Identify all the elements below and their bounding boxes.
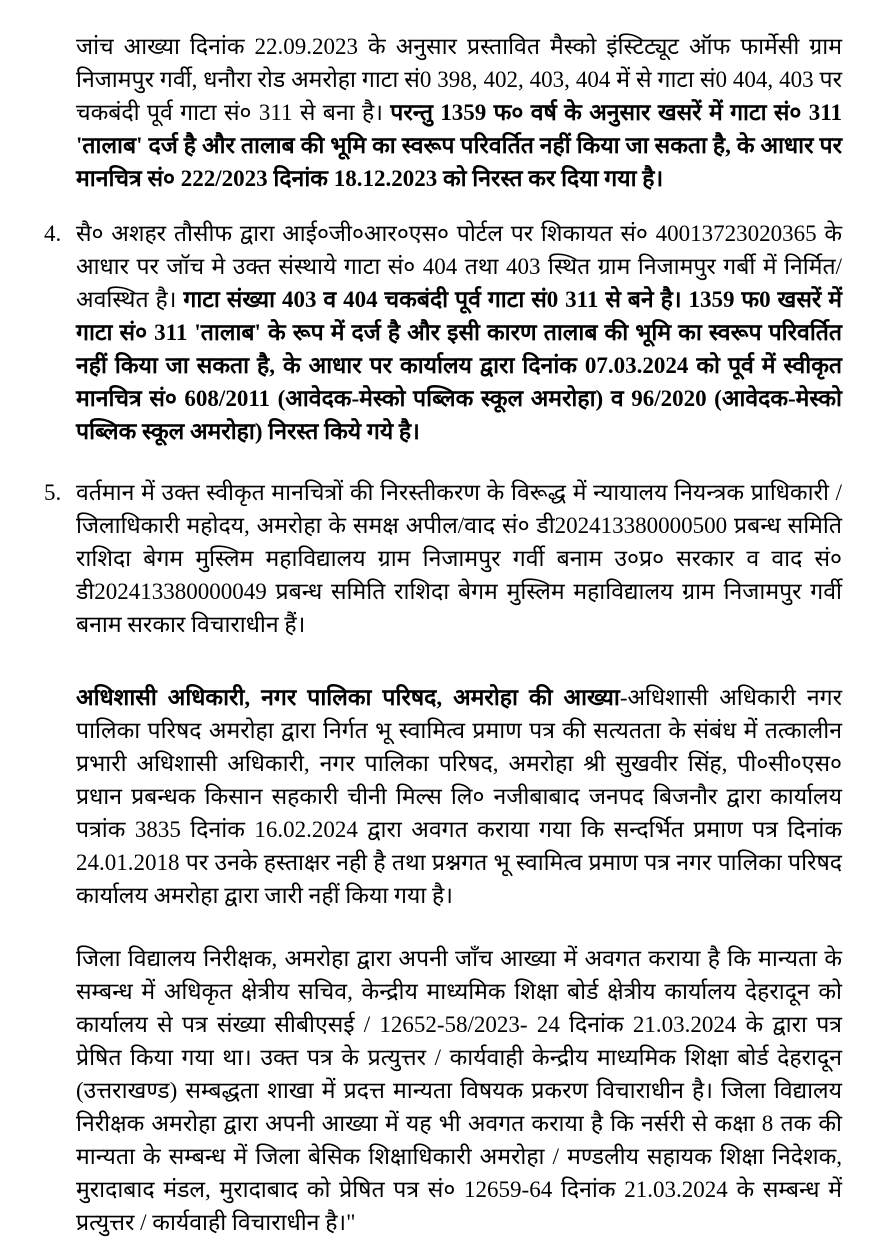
text-run: सै० अशहर तौसीफ द्वारा आई०जी०आर०एस० पोर्टल पर शिकायत सं० 40013723020365 के आधार पर जॉच मे उक्त संस्थाये गाटा सं० 404 तथा 403 स्थित ग्राम निजामपुर गर्बी में निर्मित/अवस्थित है। bbox=[76, 221, 842, 312]
numbered-paragraph bbox=[44, 217, 842, 448]
bold-text-run: गाटा संख्या 403 व 404 चकबंदी पूर्व गाटा सं0 311 से बने है। 1359 फ0 खसरें में गाटा सं० 311 'तालाब' के रूप में दर्ज है और इसी कारण तालाब की भूमि का स्वरूप परिवर्तित नहीं किया जा सकता है, के आधार पर कार्यालय द्वारा दिनांक 07.03.2024 को पूर्व में स्वीकृत मानचित्र सं० 608/2011 (आवेदक-मेस्को पब्लिक स्कूल अमरोहा) व 96/2020 (आवेदक-मेस्को पब्लिक स्कूल अमरोहा) निरस्त किये गये है। bbox=[76, 287, 842, 444]
paragraph-text bbox=[76, 217, 842, 448]
text-run: वर्तमान में उक्त स्वीकृत मानचित्रों की निरस्तीकरण के विरूद्ध में न्यायालय नियन्त्रक प्राधिकारी / जिलाधिकारी महोदय, अमरोहा के समक्ष अपील/वाद सं० डी202413380000500 प्रबन्ध समिति राशिदा बेगम मुस्लिम महाविद्यालय ग्राम निजामपुर गर्वी बनाम उ०प्र० सरकार व वाद सं० डी202413380000049 प्रबन्ध समिति राशिदा बेगम मुस्लिम महाविद्यालय ग्राम निजामपुर गर्वी बनाम सरकार विचाराधीन हैं। bbox=[76, 480, 842, 637]
paragraph-text bbox=[76, 681, 842, 912]
paragraph bbox=[44, 681, 842, 912]
bold-text-run: अधिशासी अधिकारी, नगर पालिका परिषद, अमरोहा की आख्या bbox=[76, 685, 620, 710]
paragraph-text bbox=[76, 476, 842, 641]
text-run: जिला विद्यालय निरीक्षक, अमरोहा द्वारा अपनी जाँच आख्या में अवगत कराया है कि मान्यता के सम्बन्ध में अधिकृत क्षेत्रीय सचिव, केन्द्रीय माध्यमिक शिक्षा बोर्ड क्षेत्रीय कार्यालय देहरादून को कार्यालय से पत्र संख्या सीबीएसई / 12652-58/2023- 24 दिनांक 21.03.2024 के द्वारा पत्र प्रेषित किया गया था। उक्त पत्र के प्रत्युत्तर / कार्यवाही केन्द्रीय माध्यमिक शिक्षा बोर्ड देहरादून (उत्तराखण्ड) सम्बद्धता शाखा में प्रदत्त मान्यता विषयक प्रकरण विचाराधीन है। जिला विद्यालय निरीक्षक अमरोहा द्वारा अपनी आख्या में यह भी अवगत कराया है कि नर्सरी से कक्षा 8 तक की मान्यता के सम्बन्ध में जिला बेसिक शिक्षाधिकारी अमरोहा / मण्डलीय सहायक शिक्षा निदेशक, मुरादाबाद मंडल, मुरादाबाद को प्रेषित पत्र सं० 12659-64 दिनांक 21.03.2024 के सम्बन्ध में प्रत्युत्तर / कार्यवाही विचाराधीन है।" bbox=[76, 946, 842, 1235]
bold-text-run: परन्तु 1359 फ० वर्ष के अनुसार खसरें में गाटा सं० 311 'तालाब' दर्ज है और तालाब की भूमि का स्वरूप परिवर्तित नहीं किया जा सकता है, के आधार पर मानचित्र सं० 222/2023 दिनांक 18.12.2023 को निरस्त कर दिया गया है। bbox=[76, 100, 842, 191]
paragraph-number: 4. bbox=[44, 221, 62, 246]
paragraph-number: 5. bbox=[44, 480, 62, 505]
text-run: -अधिशासी अधिकारी नगर पालिका परिषद अमरोहा द्वारा निर्गत भू स्वामित्व प्रमाण पत्र की सत्यतता के संबंध में तत्कालीन प्रभारी अधिशासी अधिकारी, नगर पालिका परिषद, अमरोहा श्री सुखवीर सिंह, पी०सी०एस० प्रधान प्रबन्धक किसान सहकारी चीनी मिल्स लि० नजीबाबाद जनपद बिजनौर द्वारा कार्यालय पत्रांक 3835 दिनांक 16.02.2024 द्वारा अवगत कराया गया कि सन्दर्भित प्रमाण पत्र दिनांक 24.01.2018 पर उनके हस्ताक्षर नही है तथा प्रश्नगत भू स्वामित्व प्रमाण पत्र नगर पालिका परिषद कार्यालय अमरोहा द्वारा जारी नहीं किया गया है। bbox=[76, 685, 842, 908]
paragraph-text bbox=[76, 30, 842, 195]
paragraph-text bbox=[76, 942, 842, 1239]
paragraph bbox=[44, 942, 842, 1239]
paragraph bbox=[44, 30, 842, 195]
numbered-paragraph bbox=[44, 476, 842, 641]
paragraph-list bbox=[44, 30, 842, 1239]
text-run: जांच आख्या दिनांक 22.09.2023 के अनुसार प्रस्तावित मैस्को इंस्टिट्यूट ऑफ फार्मेसी ग्राम निजामपुर गर्वी, धनौरा रोड अमरोहा गाटा सं0 398, 402, 403, 404 में से गाटा सं0 404, 403 पर चकबंदी पूर्व गाटा सं० 311 से बना है। bbox=[76, 34, 842, 125]
